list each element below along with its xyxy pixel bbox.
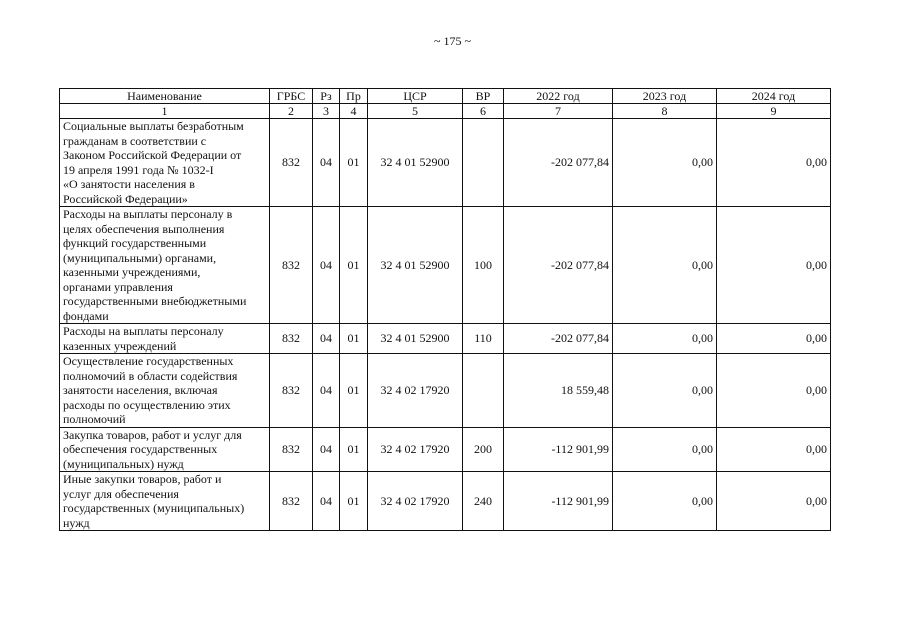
cell-vr: 110 <box>463 324 504 354</box>
cell-pr: 01 <box>340 427 368 472</box>
cell-grbs: 832 <box>270 207 313 324</box>
cell-name <box>60 472 270 531</box>
cell-vr: 200 <box>463 427 504 472</box>
cell-name-line: обеспечения государственных <box>63 442 218 456</box>
cell-rz: 04 <box>313 472 340 531</box>
cell-2023: 0,00 <box>613 427 717 472</box>
table-body <box>60 119 831 531</box>
cell-2023: 0,00 <box>613 472 717 531</box>
table-row <box>60 324 831 354</box>
cell-grbs: 832 <box>270 354 313 428</box>
cell-rz: 04 <box>313 324 340 354</box>
cell-name <box>60 354 270 428</box>
cell-rz: 04 <box>313 207 340 324</box>
cell-name-line: целях обеспечения выполнения <box>63 221 225 236</box>
cell-name-line: органами управления <box>63 279 173 294</box>
cell-name-line: Законом Российской Федерации от <box>63 148 242 162</box>
cell-2024: 0,00 <box>717 427 831 472</box>
cell-name-line: (муниципальных) нужд <box>63 456 184 471</box>
budget-table <box>59 88 831 531</box>
column-number: 8 <box>613 104 717 119</box>
column-number: 5 <box>368 104 463 119</box>
cell-2024: 0,00 <box>717 207 831 324</box>
column-number: 9 <box>717 104 831 119</box>
column-header: ЦСР <box>368 89 463 104</box>
cell-name-line: функций государственными <box>63 236 207 250</box>
cell-2022: 18 559,48 <box>504 354 613 428</box>
cell-2024: 0,00 <box>717 354 831 428</box>
cell-vr <box>463 119 504 207</box>
cell-2022: -112 901,99 <box>504 427 613 472</box>
cell-2023: 0,00 <box>613 119 717 207</box>
cell-grbs: 832 <box>270 427 313 472</box>
cell-grbs: 832 <box>270 119 313 207</box>
table-row <box>60 354 831 428</box>
column-header: Наименование <box>60 89 270 104</box>
cell-name-line: «О занятости населения в <box>63 177 195 191</box>
cell-name-line: казенными учреждениями, <box>63 265 201 279</box>
cell-pr: 01 <box>340 119 368 207</box>
column-header: Пр <box>340 89 368 104</box>
table-row <box>60 472 831 531</box>
cell-name-line: гражданам в соответствии с <box>63 133 207 148</box>
cell-pr: 01 <box>340 207 368 324</box>
cell-vr: 100 <box>463 207 504 324</box>
column-number: 7 <box>504 104 613 119</box>
cell-csr: 32 4 02 17920 <box>368 427 463 472</box>
column-number: 2 <box>270 104 313 119</box>
cell-vr: 240 <box>463 472 504 531</box>
column-header: ГРБС <box>270 89 313 104</box>
cell-name-line: казенных учреждений <box>63 338 177 353</box>
column-number: 4 <box>340 104 368 119</box>
cell-name-line: (муниципальными) органами, <box>63 250 217 265</box>
column-header: 2023 год <box>613 89 717 104</box>
cell-csr: 32 4 01 52900 <box>368 119 463 207</box>
cell-name-line: Российской Федерации» <box>63 191 188 206</box>
column-header: Рз <box>313 89 340 104</box>
cell-name <box>60 427 270 472</box>
cell-name-line: фондами <box>63 308 109 323</box>
cell-name-line: 19 апреля 1991 года № 1032-I <box>63 162 214 177</box>
column-number: 3 <box>313 104 340 119</box>
table-header-row <box>60 89 831 104</box>
cell-pr: 01 <box>340 324 368 354</box>
cell-name-line: занятости населения, включая <box>63 383 218 397</box>
cell-rz: 04 <box>313 119 340 207</box>
cell-2023: 0,00 <box>613 354 717 428</box>
column-header: 2024 год <box>717 89 831 104</box>
column-number-row <box>60 104 831 119</box>
cell-2022: -202 077,84 <box>504 207 613 324</box>
column-header: ВР <box>463 89 504 104</box>
cell-2022: -112 901,99 <box>504 472 613 531</box>
column-number: 6 <box>463 104 504 119</box>
cell-name-line: полномочий <box>63 412 126 426</box>
cell-csr: 32 4 02 17920 <box>368 354 463 428</box>
cell-grbs: 832 <box>270 472 313 531</box>
cell-name-line: Расходы на выплаты персоналу <box>63 324 224 338</box>
cell-name-line: Осуществление государственных <box>63 354 234 368</box>
table-row <box>60 207 831 324</box>
cell-name-line: Иные закупки товаров, работ и <box>63 472 222 486</box>
cell-name-line: Закупка товаров, работ и услуг для <box>63 427 242 442</box>
cell-csr: 32 4 02 17920 <box>368 472 463 531</box>
cell-name-line: государственными внебюджетными <box>63 294 247 308</box>
cell-name <box>60 207 270 324</box>
cell-grbs: 832 <box>270 324 313 354</box>
cell-name-line: Расходы на выплаты персоналу в <box>63 207 233 221</box>
cell-name-line: услуг для обеспечения <box>63 486 179 501</box>
cell-name-line: расходы по осуществлению этих <box>63 397 231 412</box>
cell-csr: 32 4 01 52900 <box>368 324 463 354</box>
cell-rz: 04 <box>313 427 340 472</box>
cell-name-line: Социальные выплаты безработным <box>63 119 244 133</box>
cell-2022: -202 077,84 <box>504 119 613 207</box>
cell-rz: 04 <box>313 354 340 428</box>
cell-pr: 01 <box>340 354 368 428</box>
cell-2023: 0,00 <box>613 207 717 324</box>
table-row <box>60 427 831 472</box>
cell-2022: -202 077,84 <box>504 324 613 354</box>
cell-pr: 01 <box>340 472 368 531</box>
cell-name <box>60 119 270 207</box>
page-number: ~ 175 ~ <box>434 34 471 48</box>
cell-2024: 0,00 <box>717 472 831 531</box>
cell-name-line: государственных (муниципальных) <box>63 501 245 515</box>
cell-2024: 0,00 <box>717 119 831 207</box>
cell-name-line: полномочий в области содействия <box>63 368 238 383</box>
cell-name <box>60 324 270 354</box>
cell-name-line: нужд <box>63 515 90 530</box>
column-number: 1 <box>60 104 270 119</box>
cell-2023: 0,00 <box>613 324 717 354</box>
cell-2024: 0,00 <box>717 324 831 354</box>
column-header: 2022 год <box>504 89 613 104</box>
cell-vr <box>463 354 504 428</box>
table-row <box>60 119 831 207</box>
cell-csr: 32 4 01 52900 <box>368 207 463 324</box>
